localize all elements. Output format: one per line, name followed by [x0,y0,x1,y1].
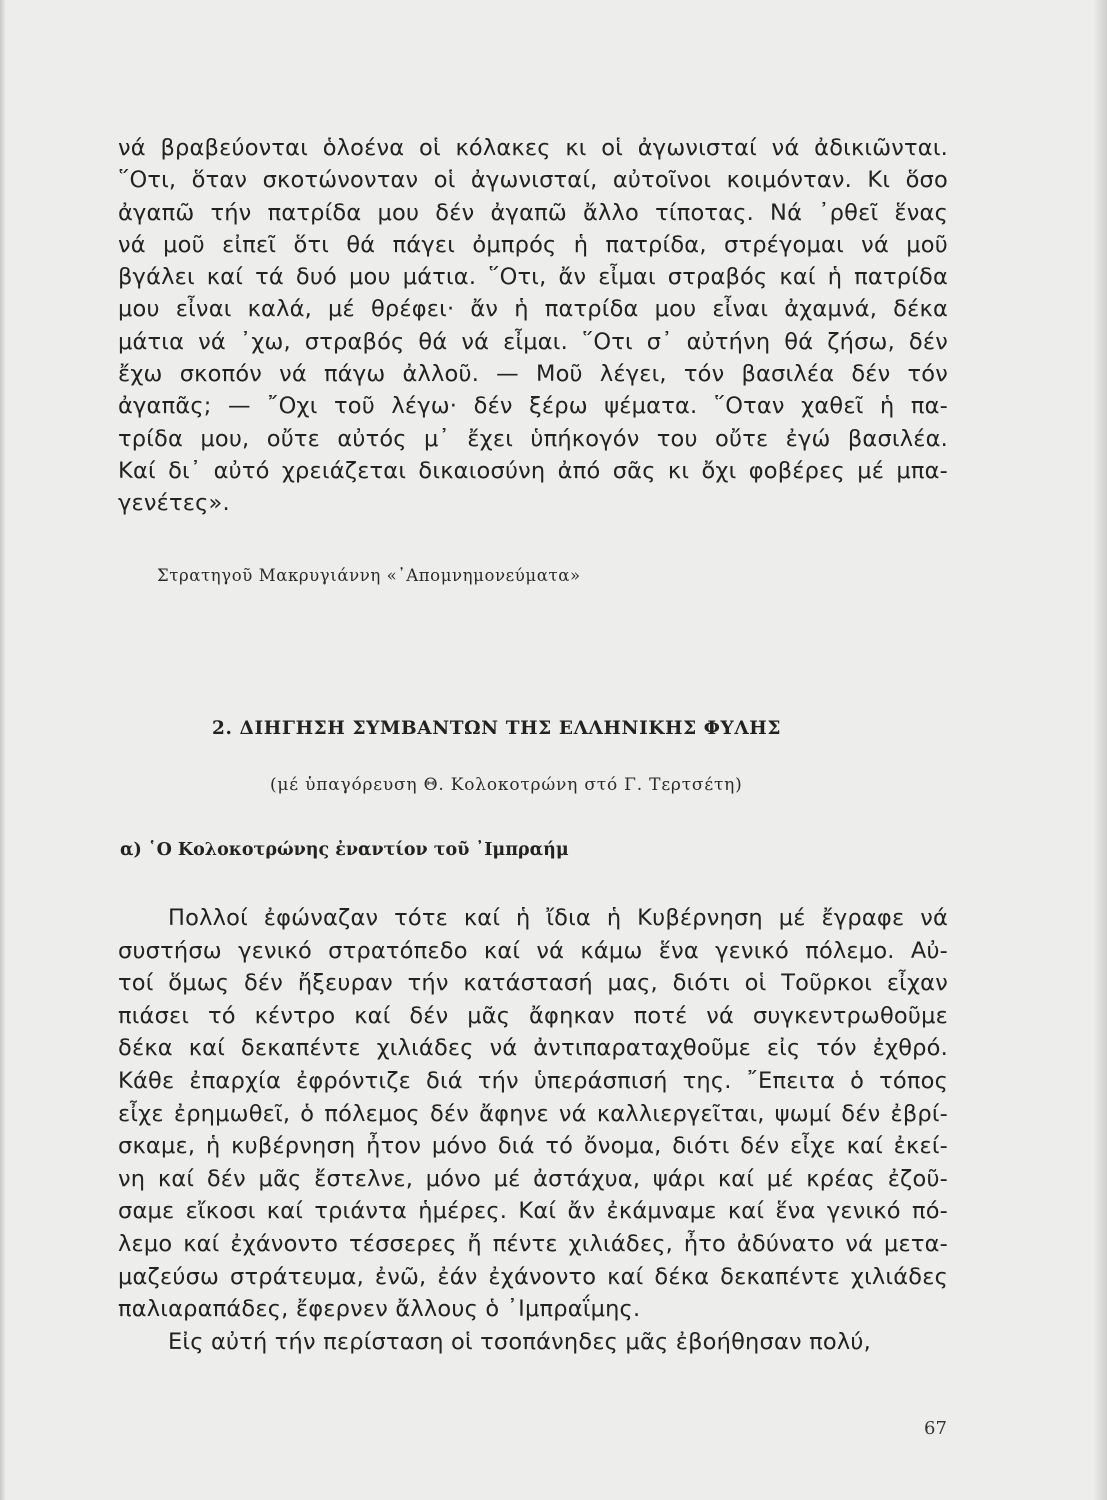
body-line: σαμε εἴκοσι καί τριάντα ἡμέρες. Καί ἄν ἐκάμναμε καί ἕνα γενικό πό- [118,1198,948,1225]
body-line: σκαμε, ἡ κυβέρνηση ἦτον μόνο διά τό ὄνομα, διότι δέν εἶχε καί ἐκεί- [118,1133,948,1160]
quote-paragraph [118,132,948,520]
quote-source: Στρατηγοῦ Μακρυγιάννη «᾽Απομνημονεύματα» [157,566,581,585]
quote-line: νά μοῦ εἰπεῖ ὅτι θά πάγει ὀμπρός ἡ πατρίδα, στρέγομαι νά μοῦ [118,231,948,258]
body-line: νη καί δέν μᾶς ἔστελνε, μόνο μέ ἀστάχυα, ψάρι καί μέ κρέας ἐζοῦ- [118,1165,948,1192]
body-line: Πολλοί ἐφώναζαν τότε καί ἡ ἴδια ἡ Κυβέρνηση μέ ἔγραφε νά [168,905,948,931]
body-line: πιάσει τό κέντρο καί δέν μᾶς ἄφηκαν ποτέ νά συγκεντρωθοῦμε [118,1002,948,1029]
quote-line: νά βραβεύονται ὁλοένα οἱ κόλακες κι οἱ ἀγωνισταί νά ἀδικιῶνται. [118,135,948,161]
quote-line: ἀγαπᾶς; — ῎Οχι τοῦ λέγω· δέν ξέρω ψέματα. ῞Οταν χαθεῖ ἡ πα- [118,393,948,420]
page-number: 67 [924,1418,947,1439]
page-edge-right [1093,0,1107,1500]
body-line: μαζεύσω στράτευμα, ἐνῶ, ἐάν ἐχάνοντο καί δέκα δεκαπέντε χιλιάδες [118,1263,948,1290]
body-line: παλιαραπάδες, ἔφερνεν ἄλλους ὁ ᾽Ιμπραΐμης. [118,1296,641,1323]
quote-line: γενέτες». [118,490,230,517]
body-line: συστήσω γενικό στρατόπεδο καί νά κάμω ἕνα γενικό πόλεμο. Αὐ- [118,937,948,964]
body-paragraph [118,902,948,1358]
body-line: Εἰς αὐτή τήν περίσταση οἱ τσοπάνηδες μᾶς ἐβοήθησαν πολύ, [168,1328,871,1355]
chapter-subtitle: (μέ ὑπαγόρευση Θ. Κολοκοτρώνη στό Γ. Τερτσέτη) [270,775,743,795]
page-edge-left [0,0,6,1500]
body-line: τοί ὅμως δέν ἤξευραν τήν κατάστασή μας, διότι οἱ Τοῦρκοι εἶχαν [118,970,948,997]
quote-line: Καί δι᾽ αὐτό χρειάζεται δικαιοσύνη ἀπό σᾶς κι ὄχι φοβέρες μέ μπα- [118,457,948,484]
quote-line: μου εἶναι καλά, μέ θρέφει· ἄν ἡ πατρίδα μου εἶναι ἀχαμνά, δέκα [118,296,948,323]
quote-line: ἀγαπῶ τήν πατρίδα μου δέν ἀγαπῶ ἄλλο τίποτας. Νά ᾽ρθεῖ ἕνας [118,199,948,226]
body-line: δέκα καί δεκαπέντε χιλιάδες νά ἀντιπαραταχθοῦμε εἰς τόν ἐχθρό. [118,1035,948,1062]
chapter-title: 2. ΔΙΗΓΗΣΗ ΣΥΜΒΑΝΤΩΝ ΤΗΣ ΕΛΛΗΝΙΚΗΣ ΦΥΛΗΣ [212,718,782,739]
body-line: Κάθε ἐπαρχία ἐφρόντιζε διά τήν ὑπεράσπισή της. ῎Επειτα ὁ τόπος [118,1067,948,1094]
quote-line: ῞Οτι, ὅταν σκοτώνονταν οἱ ἀγωνισταί, αὐτοῖνοι κοιμόνταν. Κι ὅσο [118,167,948,194]
body-line: λεμο καί ἐχάνοντο τέσσερες ἤ πέντε χιλιάδες, ἦτο ἀδύνατο νά μετα- [118,1230,948,1257]
section-heading: α) ῾Ο Κολοκοτρώνης ἐναντίον τοῦ ᾽Ιμπραήμ [120,840,569,860]
quote-line: βγάλει καί τά δυό μου μάτια. ῞Οτι, ἄν εἶμαι στραβός καί ἡ πατρίδα [118,264,948,291]
body-line: εἶχε ἐρημωθεῖ, ὁ πόλεμος δέν ἄφηνε νά καλλιεργεῖται, ψωμί δέν ἐβρί- [118,1100,948,1127]
quote-line: ἔχω σκοπόν νά πάγω ἀλλοῦ. — Μοῦ λέγει, τόν βασιλέα δέν τόν [118,361,948,388]
quote-line: τρίδα μου, οὔτε αὐτός μ᾽ ἔχει ὑπήκογόν του οὔτε ἐγώ βασιλέα. [118,425,948,452]
quote-line: μάτια νά ᾽χω, στραβός θά νά εἶμαι. ῞Οτι σ᾽ αὐτήνη θά ζήσω, δέν [118,328,948,355]
